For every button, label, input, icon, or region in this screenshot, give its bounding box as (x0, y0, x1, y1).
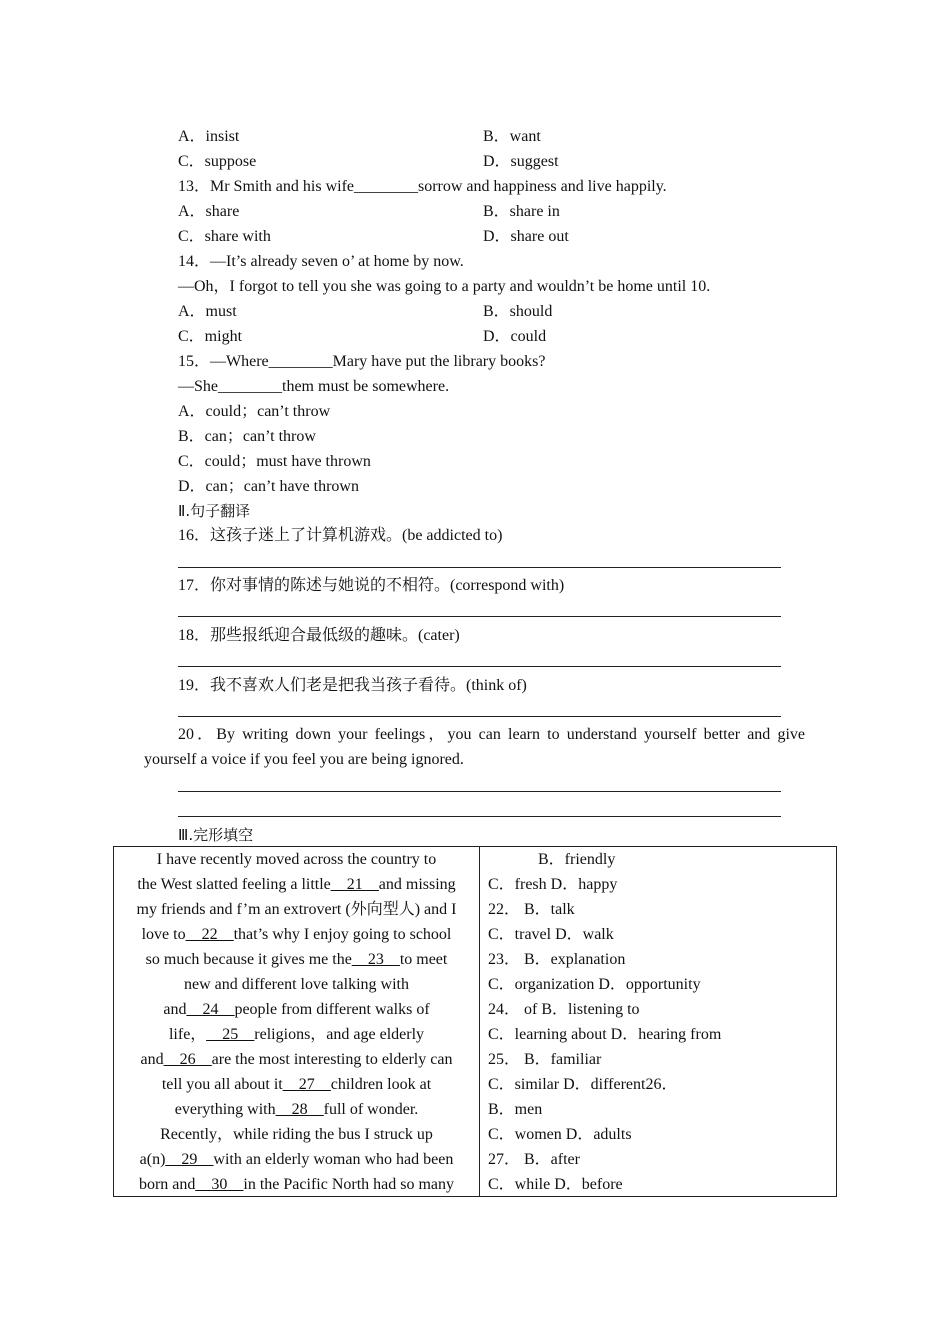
cloze-blank[interactable]: __28__ (275, 1101, 324, 1118)
passage-text: love to (141, 926, 186, 943)
translation-item-17: 17．你对事情的陈述与她说的不相符。(correspond with) (178, 577, 565, 594)
passage-line (114, 1100, 479, 1120)
cloze-option-line: B．friendly (538, 851, 616, 868)
cloze-option-line: C．similar D．different26． (488, 1076, 678, 1093)
q14-option-b: B．should (483, 303, 553, 320)
section2-heading: Ⅱ.句子翻译 (178, 502, 251, 520)
cloze-option-line: 27． B．after (488, 1151, 580, 1168)
answer-line-20b[interactable] (178, 816, 781, 817)
answer-line-18[interactable] (178, 666, 781, 667)
cloze-blank[interactable]: __23__ (351, 951, 400, 968)
q12-option-d: D．suggest (483, 153, 559, 170)
answer-line-17[interactable] (178, 616, 781, 617)
q14-option-d: D．could (483, 328, 547, 345)
q13-option-a: A．share (178, 203, 240, 220)
passage-line (114, 950, 479, 970)
q14-option-c: C．might (178, 328, 243, 345)
q14-option-a: A．must (178, 303, 237, 320)
passage-text: to meet (399, 951, 448, 968)
cloze-blank[interactable]: __21__ (330, 876, 379, 893)
q15-stem: 15．—Where________Mary have put the library books? (178, 353, 546, 370)
q14-stem: 14．—It’s already seven o’ at home by now. (178, 253, 464, 270)
passage-text: I have recently moved across the country to (156, 851, 437, 868)
passage-text: are the most interesting to elderly can (211, 1051, 453, 1068)
q13-stem: 13．Mr Smith and his wife________sorrow and happiness and live happily. (178, 178, 667, 195)
cloze-table (113, 846, 837, 1197)
q14-reply: —Oh，I forgot to tell you she was going to a party and wouldn’t be home until 10. (178, 278, 711, 295)
passage-text: children look at (330, 1076, 432, 1093)
passage-line (114, 1175, 479, 1195)
cloze-blank[interactable]: __26__ (163, 1051, 212, 1068)
passage-text: Recently，while riding the bus I struck up (160, 1126, 433, 1143)
answer-line-16[interactable] (178, 567, 781, 568)
cloze-blank[interactable]: __29__ (165, 1151, 214, 1168)
cloze-option-line: B．men (488, 1101, 543, 1118)
passage-line (114, 925, 479, 945)
passage-line (114, 1150, 479, 1170)
q12-option-a: A．insist (178, 128, 240, 145)
cloze-blank[interactable]: __22__ (185, 926, 234, 943)
translation-item-16: 16．这孩子迷上了计算机游戏。(be addicted to) (178, 527, 503, 544)
cloze-blank[interactable]: __25__ (206, 1026, 255, 1043)
translation-item-19: 19．我不喜欢人们老是把我当孩子看待。(think of) (178, 677, 527, 694)
cloze-option-line: 23． B．explanation (488, 951, 626, 968)
q15-option-a: A．could；can’t throw (178, 403, 331, 420)
cloze-option-line: C．learning about D．hearing from (488, 1026, 722, 1043)
cloze-option-line: C．fresh D．happy (488, 876, 618, 893)
q13-option-d: D．share out (483, 228, 569, 245)
passage-line (114, 1025, 479, 1045)
cloze-option-line: 22． B．talk (488, 901, 575, 918)
passage-text: and (163, 1001, 187, 1018)
q13-option-b: B．share in (483, 203, 560, 220)
cloze-option-line: C．while D．before (488, 1176, 623, 1193)
q12-option-b: B．want (483, 128, 541, 145)
cloze-option-line: C．organization D．opportunity (488, 976, 701, 993)
cloze-option-line: C．women D．adults (488, 1126, 632, 1143)
translation-item-18: 18．那些报纸迎合最低级的趣味。(cater) (178, 627, 460, 644)
passage-text: that’s why I enjoy going to school (233, 926, 452, 943)
passage-text: born and (138, 1176, 196, 1193)
passage-line (114, 1075, 479, 1095)
q15-option-c: C．could；must have thrown (178, 453, 371, 470)
cloze-option-line: C．travel D．walk (488, 926, 614, 943)
cloze-blank[interactable]: __27__ (282, 1076, 331, 1093)
passage-text: people from different walks of (234, 1001, 430, 1018)
passage-text: new and different love talking with (184, 976, 409, 993)
cloze-option-line: 25． B．familiar (488, 1051, 602, 1068)
section3-heading: Ⅲ.完形填空 (178, 826, 254, 844)
cloze-blank[interactable]: __30__ (195, 1176, 244, 1193)
passage-line (114, 1000, 479, 1020)
q15-option-d: D．can；can’t have thrown (178, 478, 359, 495)
translation-item-20-line1: 20．By writing down your feelings，you can learn to understand yourself better and give (178, 726, 805, 743)
passage-text: and missing (378, 876, 456, 893)
passage-line (114, 1125, 479, 1145)
q13-option-c: C．share with (178, 228, 271, 245)
passage-text: so much because it gives me the (145, 951, 352, 968)
passage-line (114, 900, 479, 920)
passage-text: religions，and age elderly (254, 1026, 425, 1043)
q12-option-c: C．suppose (178, 153, 257, 170)
passage-text: life， (168, 1026, 207, 1043)
passage-line (114, 975, 479, 995)
passage-text: and (140, 1051, 164, 1068)
answer-line-20a[interactable] (178, 791, 781, 792)
answer-line-19[interactable] (178, 716, 781, 717)
passage-text: my friends and f’m an extrovert (外向型人) and I (136, 901, 457, 918)
cloze-blank[interactable]: __24__ (186, 1001, 235, 1018)
q15-reply: —She________them must be somewhere. (178, 378, 450, 395)
passage-text: a(n) (139, 1151, 166, 1168)
passage-line (114, 875, 479, 895)
passage-text: with an elderly woman who had been (213, 1151, 454, 1168)
passage-line (114, 1050, 479, 1070)
translation-item-20-line2: yourself a voice if you feel you are being ignored. (144, 751, 464, 768)
q15-option-b: B．can；can’t throw (178, 428, 316, 445)
passage-text: the West slatted feeling a little (137, 876, 331, 893)
passage-text: everything with (174, 1101, 276, 1118)
passage-text: full of wonder. (323, 1101, 419, 1118)
cloze-divider (479, 847, 480, 1196)
cloze-option-line: 24． of B．listening to (488, 1001, 640, 1018)
passage-text: tell you all about it (161, 1076, 283, 1093)
passage-text: in the Pacific North had so many (243, 1176, 455, 1193)
passage-line (114, 850, 479, 870)
